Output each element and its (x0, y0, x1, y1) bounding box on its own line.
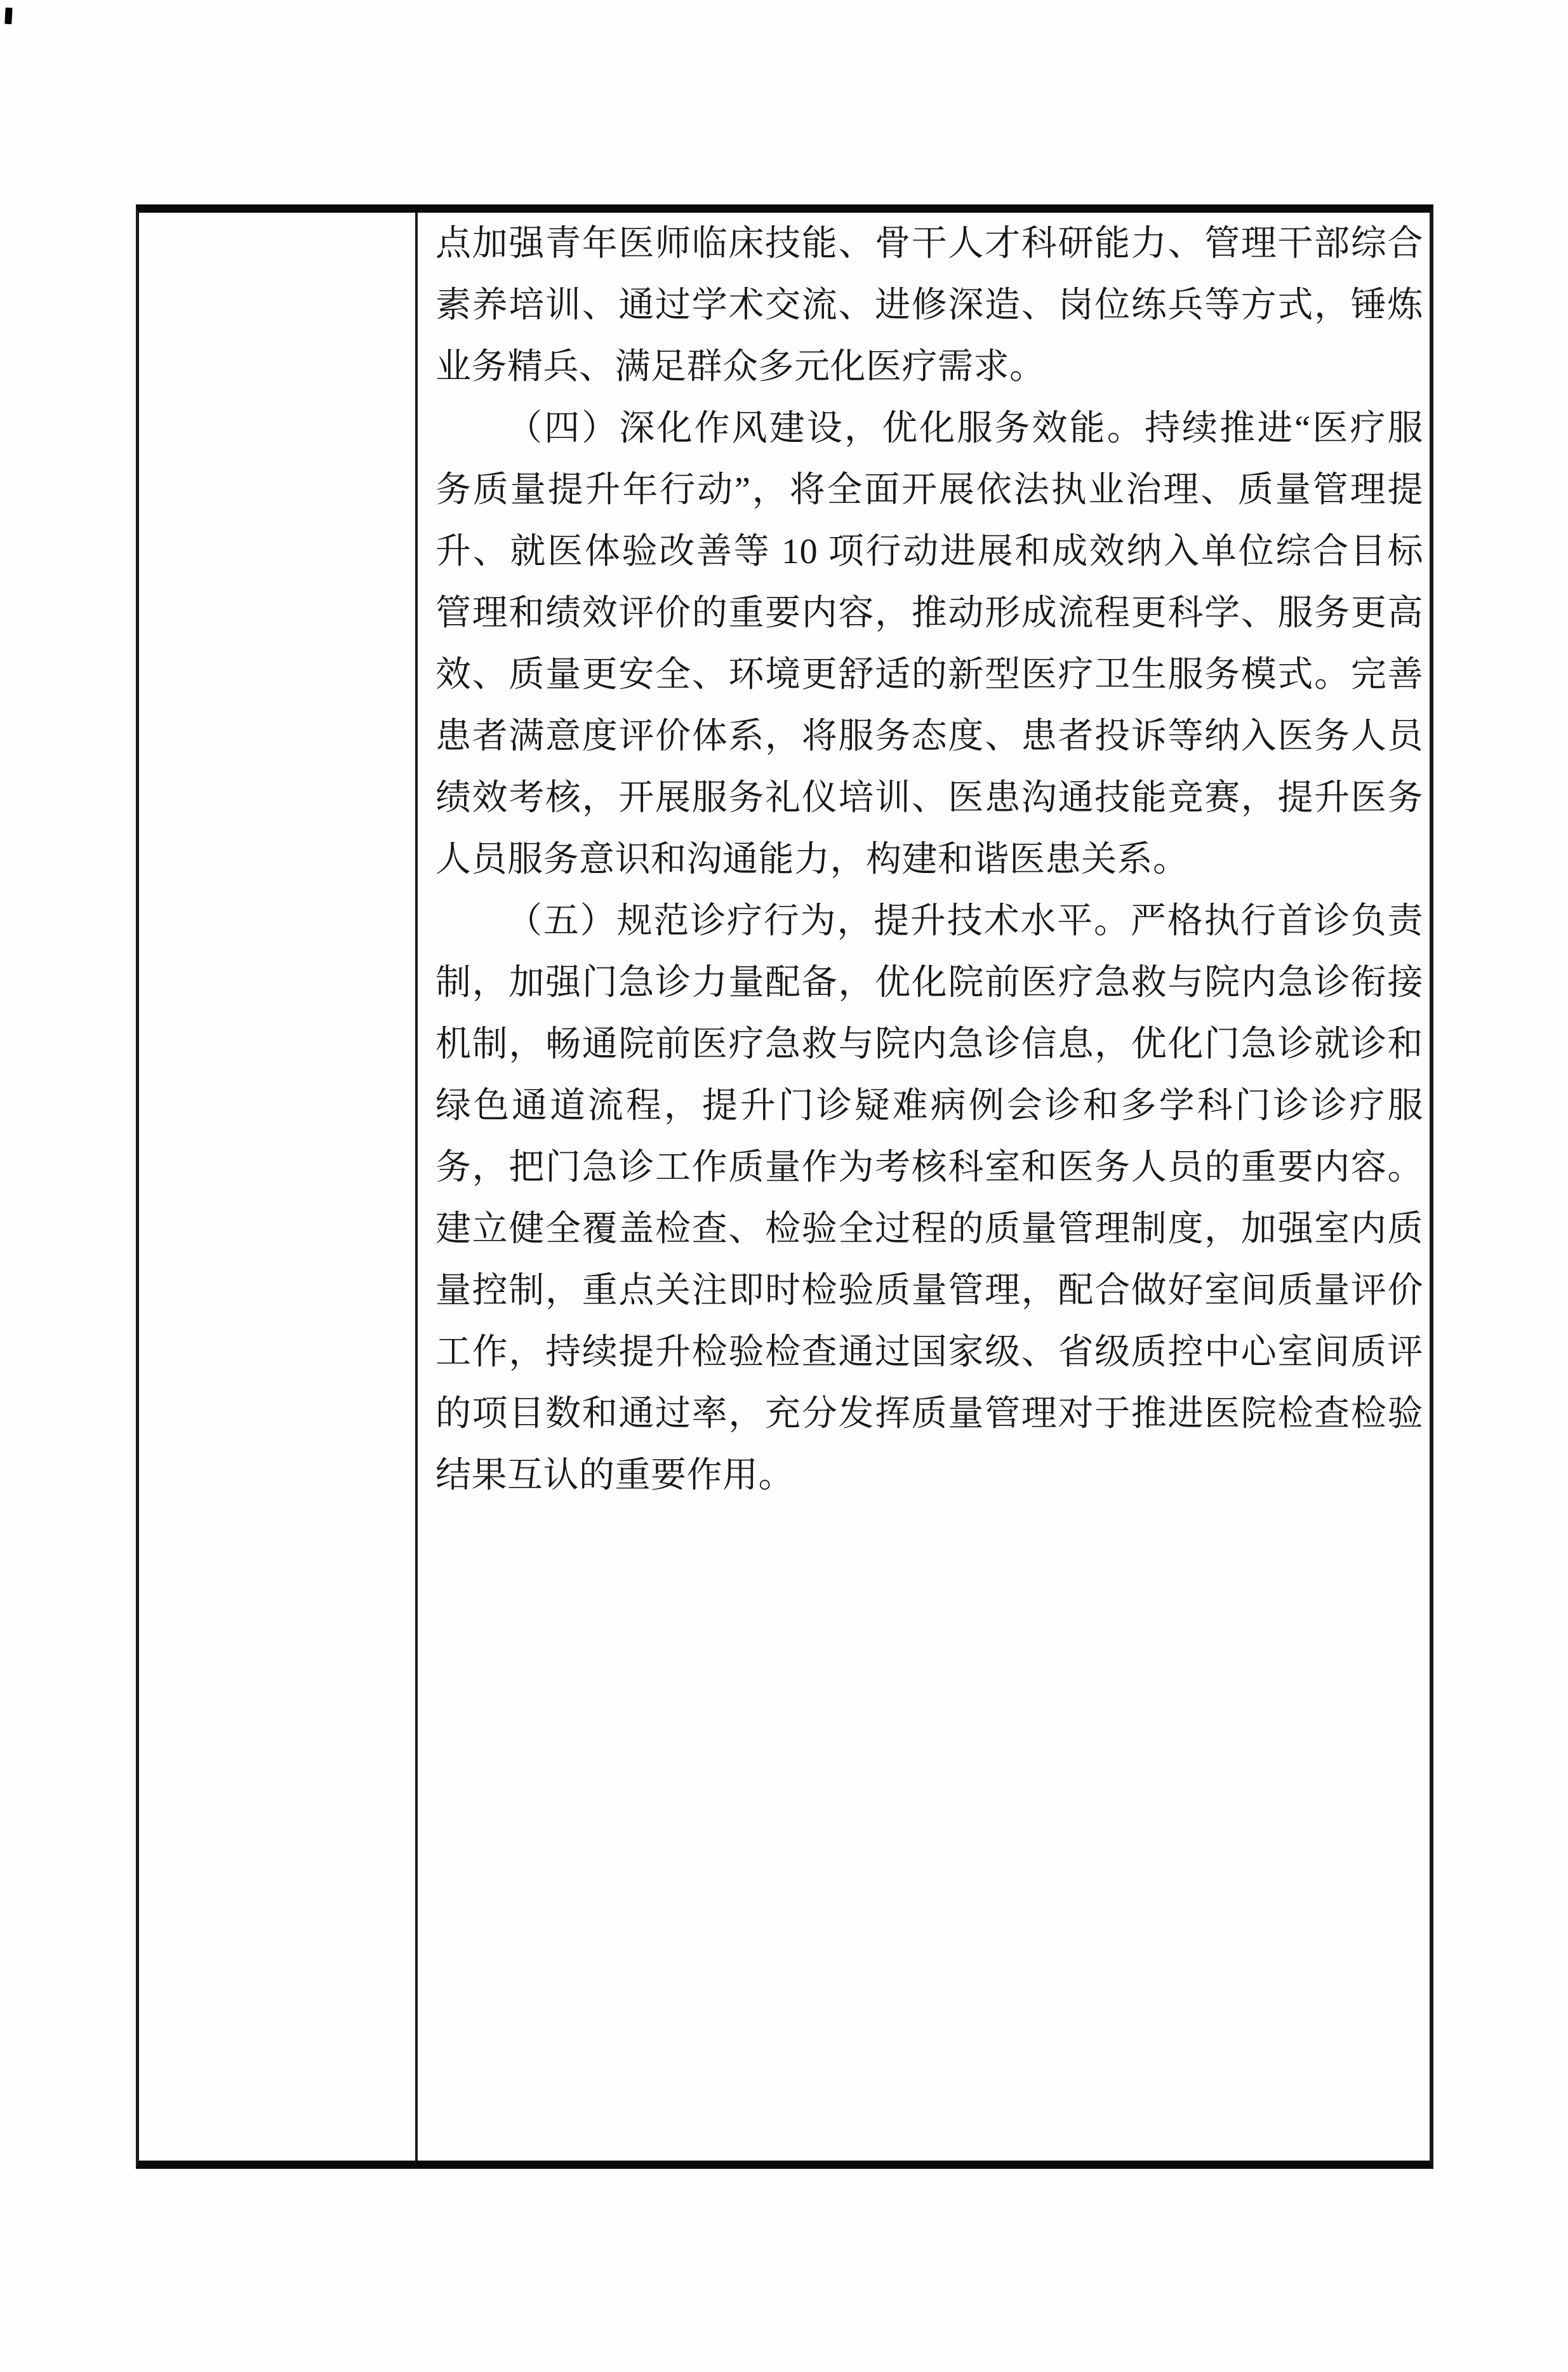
table-cell-left-empty (139, 213, 415, 2161)
text-line: 效、质量更安全、环境更舒适的新型医疗卫生服务模式。完善 (435, 655, 1423, 695)
text-line: 点加强青年医师临床技能、骨干人才科研能力、管理干部综合 (435, 224, 1423, 263)
text-line: 建立健全覆盖检查、检验全过程的质量管理制度，加强室内质 (435, 1209, 1423, 1249)
text-line: 素养培训、通过学术交流、进修深造、岗位练兵等方式，锤炼 (435, 286, 1423, 325)
text-line: 人员服务意识和沟通能力，构建和谐医患关系。 (435, 840, 1189, 879)
text-line: 绩效考核，开展服务礼仪培训、医患沟通技能竞赛，提升医务 (435, 778, 1423, 818)
text-line: 业务精兵、满足群众多元化医疗需求。 (435, 347, 1046, 387)
text-line: 务，把门急诊工作质量作为考核科室和医务人员的重要内容。 (435, 1148, 1423, 1187)
text-line-paragraph-start: （四）深化作风建设，优化服务效能。持续推进“医疗服 (507, 409, 1423, 448)
text-line: 绿色通道流程，提升门诊疑难病例会诊和多学科门诊诊疗服 (435, 1086, 1423, 1126)
document-text-block (435, 213, 1423, 1507)
text-line: 患者满意度评价体系，将服务态度、患者投诉等纳入医务人员 (435, 717, 1423, 756)
text-line: 量控制，重点关注即时检验质量管理，配合做好室间质量评价 (435, 1271, 1423, 1310)
text-line-paragraph-start: （五）规范诊疗行为，提升技术水平。严格执行首诊负责 (507, 902, 1423, 941)
text-line: 工作，持续提升检验检查通过国家级、省级质控中心室间质评 (435, 1333, 1423, 1372)
text-line: 制，加强门急诊力量配备，优化院前医疗急救与院内急诊衔接 (435, 963, 1423, 1003)
text-line: 的项目数和通过率，充分发挥质量管理对于推进医院检查检验 (435, 1394, 1423, 1434)
text-line: 升、就医体验改善等 10 项行动进展和成效纳入单位综合目标 (435, 532, 1423, 571)
text-line: 管理和绩效评价的重要内容，推动形成流程更科学、服务更高 (435, 594, 1423, 633)
scan-artifact-mark (4, 8, 12, 25)
text-line: 机制，畅通院前医疗急救与院内急诊信息，优化门急诊就诊和 (435, 1025, 1423, 1064)
text-line: 结果互认的重要作用。 (435, 1456, 794, 1495)
text-line: 务质量提升年行动”，将全面开展依法执业治理、质量管理提 (435, 470, 1423, 510)
